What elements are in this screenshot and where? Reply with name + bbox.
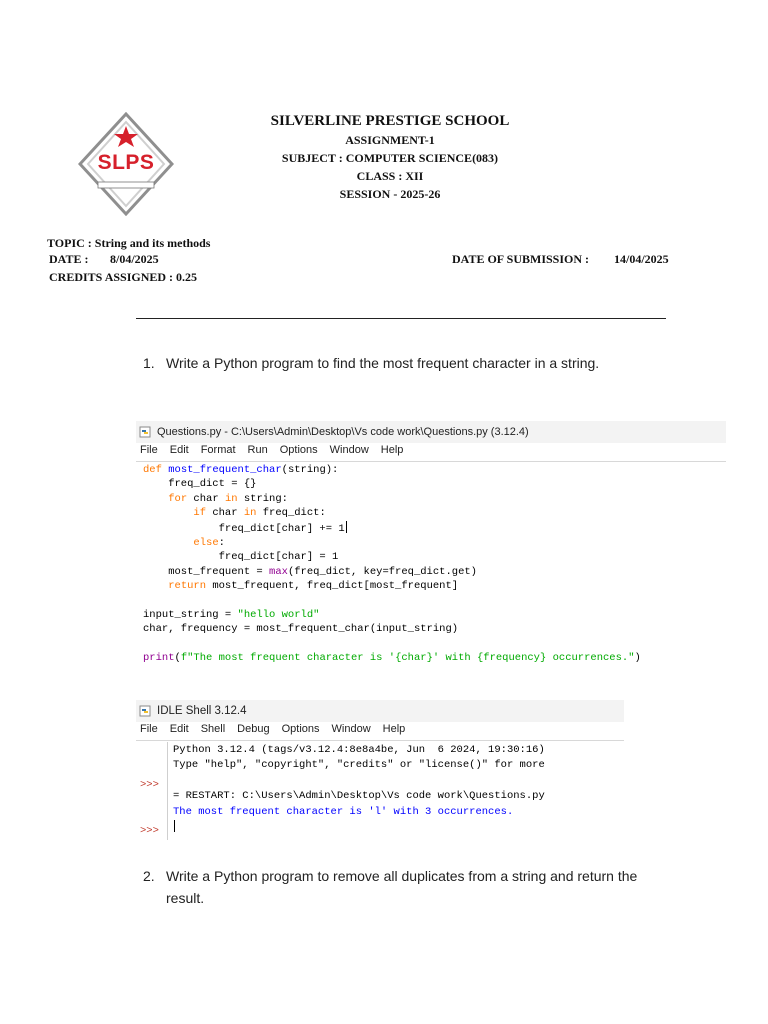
shell-line: Python 3.12.4 (tags/v3.12.4:8e8a4be, Jun 6 2024, 19:30:16) <box>173 744 545 756</box>
question-number: 2. <box>143 868 155 884</box>
question-text: Write a Python program to find the most frequent character in a string. <box>166 355 600 371</box>
menu-file[interactable]: File <box>140 723 158 735</box>
class-line: CLASS : XII <box>356 169 424 183</box>
editor-titlebar <box>136 421 726 443</box>
code-line: input_string = "hello world" <box>143 609 320 622</box>
code-editor[interactable] <box>143 463 641 666</box>
menu-help[interactable]: Help <box>380 444 404 456</box>
code-line: def most_frequent_char(string): <box>143 464 339 476</box>
code-line: return most_frequent, freq_dict[most_frequent] <box>168 580 459 593</box>
prompt-gutter <box>136 742 167 842</box>
code-line: char, frequency = most_frequent_char(input_string) <box>143 623 459 636</box>
python-file-icon <box>139 426 151 438</box>
school-logo <box>78 112 174 216</box>
code-line: freq_dict = {} <box>143 478 257 491</box>
menu-help[interactable]: Help <box>382 723 406 735</box>
shell-output[interactable] <box>173 743 545 836</box>
shell-result: The most frequent character is 'l' with 3 occurrences. <box>173 805 514 818</box>
menu-debug[interactable]: Debug <box>237 723 270 735</box>
question-text-line: result. <box>166 890 205 906</box>
credits-line: CREDITS ASSIGNED : 0.25 <box>49 270 198 284</box>
menu-divider <box>136 740 624 741</box>
code-line: most_frequent = max(freq_dict, key=freq_dict.get) <box>143 565 477 578</box>
code-line: for char in string: <box>168 492 288 505</box>
assignment-title: ASSIGNMENT-1 <box>345 133 435 147</box>
divider <box>136 318 666 319</box>
menu-run[interactable]: Run <box>247 444 268 456</box>
text-cursor <box>346 521 347 533</box>
submission-label: DATE OF SUBMISSION : <box>452 252 590 266</box>
editor-window <box>136 421 726 671</box>
code-line: if char in freq_dict: <box>193 507 326 520</box>
question-2 <box>143 865 703 909</box>
question-number: 1. <box>143 355 155 371</box>
school-name: SILVERLINE PRESTIGE SCHOOL <box>270 113 510 129</box>
code-line: freq_dict[char] = 1 <box>143 551 339 564</box>
menu-format[interactable]: Format <box>200 444 236 456</box>
text-cursor <box>174 820 175 832</box>
shell-prompt: >>> <box>140 779 159 791</box>
date-value: 8/04/2025 <box>110 252 159 266</box>
code-line: else: <box>193 537 225 550</box>
shell-title: IDLE Shell 3.12.4 <box>157 705 247 717</box>
document-header <box>230 111 550 203</box>
question-text <box>166 865 637 909</box>
menu-window[interactable]: Window <box>329 444 369 456</box>
shell-line: = RESTART: C:\Users\Admin\Desktop\Vs code work\Questions.py <box>173 790 545 803</box>
shell-line: Type "help", "copyright", "credits" or "license()" for more <box>173 759 545 772</box>
menu-options[interactable]: Options <box>281 723 320 735</box>
submission-date: 14/04/2025 <box>614 252 669 266</box>
menu-shell[interactable]: Shell <box>200 723 226 735</box>
menu-edit[interactable]: Edit <box>169 444 189 456</box>
shell-titlebar <box>136 700 624 722</box>
question-text-line: Write a Python program to remove all duplicates from a string and return the <box>166 868 638 884</box>
code-line: print(f"The most frequent character is '{char}' with {frequency} occurrences.") <box>143 652 641 665</box>
session-line: SESSION - 2025-26 <box>339 187 441 201</box>
editor-menubar <box>136 444 415 460</box>
menu-options[interactable]: Options <box>279 444 318 456</box>
gutter-separator <box>167 742 168 840</box>
menu-file[interactable]: File <box>140 444 158 456</box>
subject-line: SUBJECT : COMPUTER SCIENCE(083) <box>281 151 499 165</box>
python-shell-icon <box>139 705 151 717</box>
shell-menubar <box>136 723 417 739</box>
date-label: DATE : <box>49 252 89 266</box>
shell-window <box>136 700 626 842</box>
editor-title: Questions.py - C:\Users\Admin\Desktop\Vs code work\Questions.py (3.12.4) <box>157 426 529 438</box>
question-1 <box>143 352 703 374</box>
logo-text: SLPS <box>97 151 155 174</box>
menu-window[interactable]: Window <box>331 723 371 735</box>
shell-prompt: >>> <box>140 825 159 837</box>
code-line: freq_dict[char] += 1 <box>143 522 345 535</box>
menu-divider <box>136 461 726 462</box>
menu-edit[interactable]: Edit <box>169 723 189 735</box>
topic-line: TOPIC : String and its methods <box>47 236 211 250</box>
